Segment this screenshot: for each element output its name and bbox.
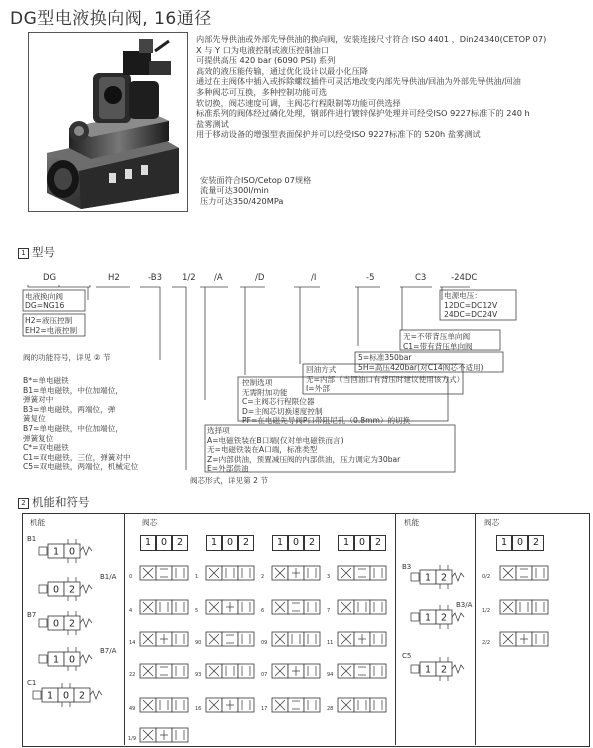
section-number-box: 2 xyxy=(18,498,29,509)
svg-text:0: 0 xyxy=(68,546,76,558)
spool-symbol xyxy=(272,664,320,678)
spool-code: 16 xyxy=(195,706,202,712)
spool-code: 49 xyxy=(129,706,136,712)
spool-code: 94 xyxy=(327,672,334,678)
svg-text:0: 0 xyxy=(52,584,60,596)
desc-line: X 与 Y 口为电液控制或液压控制油口 xyxy=(196,44,330,55)
spool-symbol xyxy=(272,566,320,580)
spool-symbol xyxy=(338,632,386,646)
code-part: DG xyxy=(43,273,57,283)
function-label: B3 xyxy=(402,563,412,571)
spool-code: 2/2 xyxy=(482,640,491,646)
svg-text:0: 0 xyxy=(68,654,76,666)
position-cell: 0 xyxy=(512,535,528,551)
spool-code: 1 xyxy=(195,574,199,580)
position-cell: 0 xyxy=(222,535,238,551)
position-cell: 2 xyxy=(528,535,544,551)
position-cell: 1 xyxy=(140,535,156,551)
svg-text:2: 2 xyxy=(68,584,76,596)
spool-symbol xyxy=(206,600,254,614)
spool-code: 4 xyxy=(129,608,133,614)
voltage-option: 24DC=DC24V xyxy=(444,310,498,320)
control-option: C=主阀芯行程限位器 xyxy=(242,397,315,407)
position-cell: 1 xyxy=(338,535,354,551)
spool-code: 14 xyxy=(129,640,136,646)
position-cell: 1 xyxy=(496,535,512,551)
spool-code: 5 xyxy=(195,608,199,614)
header-function: 机能 xyxy=(30,518,46,527)
code-part: C3 xyxy=(415,273,427,283)
spool-symbol xyxy=(500,600,548,614)
function-label: B1 xyxy=(27,535,37,543)
position-cell: 2 xyxy=(238,535,254,551)
spool-code: 11 xyxy=(327,640,334,646)
return-option: I=外部 xyxy=(306,384,330,394)
spool-symbol xyxy=(206,664,254,678)
function-label: C1 xyxy=(27,679,37,687)
code-part: -5 xyxy=(366,273,375,283)
select-option: 无=电磁铁装在A口端，标准类型 xyxy=(207,445,318,455)
function-symbol xyxy=(39,647,92,671)
code-part: H2 xyxy=(108,273,120,283)
code-part: -B3 xyxy=(148,273,163,283)
select-option: A=电磁铁装在B口端(仅对单电磁铁而言) xyxy=(207,435,344,445)
function-label: C5 xyxy=(402,652,412,660)
function-label: B7 xyxy=(27,611,37,619)
b-option: B*=单电磁铁 xyxy=(23,376,69,385)
code-part: /I xyxy=(311,273,317,283)
section-number-box: 1 xyxy=(18,248,29,259)
spool-code: 7 xyxy=(327,608,331,614)
spool-code: 22 xyxy=(129,672,136,678)
spool-code: 0/2 xyxy=(482,574,491,580)
position-cell: 1 xyxy=(206,535,222,551)
spool-symbol xyxy=(338,600,386,614)
spool-symbol xyxy=(140,566,188,580)
label-valve-name: 电液换向阀 xyxy=(25,292,63,301)
function-symbol xyxy=(33,683,102,707)
svg-text:1: 1 xyxy=(52,546,60,558)
section-title: 机能和符号 xyxy=(32,495,90,509)
pressure-option: 5H=高压420bar(对C14阀芯不适用) xyxy=(358,362,484,372)
function-symbol xyxy=(411,657,464,681)
function-symbol xyxy=(39,539,92,563)
desc-line: 软切换，阀芯速度可调，主阀芯行程限制等功能可供选择 xyxy=(196,97,401,108)
select-option: Z=内部供油，预置减压阀的内部供油，压力调定为30bar xyxy=(207,454,401,464)
spool-code: 1/9 xyxy=(128,736,137,742)
spool-symbol xyxy=(140,632,188,646)
desc-line: 标准系列的阀体经过磷化处理，钢部件进行镀锌保护处理并可经受ISO 9227标准下的 240 h xyxy=(196,108,530,119)
position-cell: 2 xyxy=(370,535,386,551)
voltage-option: 12DC=DC12V xyxy=(444,300,498,310)
select-option: E=外部供油 xyxy=(207,464,249,474)
spool-symbol xyxy=(338,566,386,580)
svg-text:0: 0 xyxy=(52,618,60,630)
position-cell: 0 xyxy=(354,535,370,551)
spec-line: 压力可达350/420MPa xyxy=(200,195,284,206)
function-symbol xyxy=(39,611,92,635)
spool-code: 28 xyxy=(327,706,334,712)
spool-symbol xyxy=(338,698,386,712)
control-option: D=主阀芯切换速度控制 xyxy=(242,406,323,416)
svg-text:2: 2 xyxy=(440,664,448,676)
spool-code: 0 xyxy=(129,574,133,580)
pressure-option: 5=标准350bar xyxy=(358,353,412,362)
voltage-option: 电源电压： xyxy=(444,291,482,300)
section-title: 型号 xyxy=(32,245,55,259)
b-option: C5=双电磁铁，两端位，机械定位 xyxy=(23,462,139,472)
label-spool-ref: 阀芯形式，详见第 2 节 xyxy=(190,476,269,485)
position-cell: 0 xyxy=(156,535,172,551)
spool-symbol xyxy=(140,698,188,712)
spool-symbol xyxy=(140,728,188,742)
position-cell: 2 xyxy=(172,535,188,551)
backpressure-option: C1=带有背压单向阀 xyxy=(403,341,473,351)
code-part: -24DC xyxy=(451,273,478,283)
label-eh2: EH2=电液控制 xyxy=(25,326,78,335)
svg-text:1: 1 xyxy=(52,654,60,666)
spool-code: 6 xyxy=(261,608,265,614)
code-part: 1/2 xyxy=(182,273,196,283)
b-option: C1=双电磁铁，三位，弹簧对中 xyxy=(23,452,131,462)
spool-code: 3 xyxy=(327,574,331,580)
spool-symbol xyxy=(272,600,320,614)
position-cell: 1 xyxy=(272,535,288,551)
b-option: 簧复位 xyxy=(23,414,46,424)
desc-line: 通过在主阀体中插入或拆除螺纹插件可灵活地改变内部先导供油/回油为外部先导供油/回油 xyxy=(196,76,521,87)
code-part: /D xyxy=(255,273,265,283)
control-option: PF=在电磁先导阀P口带阻尼孔（0.8mm）的切换 xyxy=(242,416,411,425)
spool-code: 07 xyxy=(261,672,268,678)
spool-symbol xyxy=(500,632,548,646)
svg-text:1: 1 xyxy=(424,612,432,624)
spool-code: 2 xyxy=(261,574,265,580)
spool-symbol xyxy=(338,664,386,678)
label-function-ref: 阀的功能符号，详见 ② 节 xyxy=(23,353,111,362)
svg-text:2: 2 xyxy=(440,612,448,624)
desc-line: 多种阀芯可互换，多种控制功能可选 xyxy=(196,86,328,97)
svg-text:2: 2 xyxy=(78,690,86,702)
spool-symbol xyxy=(206,566,254,580)
spec-line: 安装面符合ISO/Cetop 07规格 xyxy=(200,175,312,185)
spec-line: 流量可达300l/min xyxy=(200,185,269,196)
b-option: 弹簧对中 xyxy=(23,395,54,405)
spool-symbol xyxy=(140,600,188,614)
function-label: B3/A xyxy=(456,601,473,609)
page-title: DG型电液换向阀, 16通径 xyxy=(10,9,212,29)
svg-text:1: 1 xyxy=(424,572,432,584)
desc-line: 高效的液压能传输，通过优化设计以最小化压降 xyxy=(196,65,368,76)
svg-text:0: 0 xyxy=(62,690,70,702)
return-option: 回油方式 xyxy=(306,365,337,374)
svg-text:1: 1 xyxy=(46,690,54,702)
position-cell: 2 xyxy=(304,535,320,551)
spool-code: 17 xyxy=(261,706,268,712)
header-spool: 阀芯 xyxy=(142,518,158,527)
control-option: 无需附加功能 xyxy=(242,387,288,397)
spool-code: 93 xyxy=(195,672,202,678)
control-option: 控制选项 xyxy=(242,378,273,387)
backpressure-option: 无=不带背压单向阀 xyxy=(403,332,471,341)
spool-code: 1/2 xyxy=(482,608,491,614)
spool-code: 90 xyxy=(195,640,202,646)
function-symbol xyxy=(411,565,464,589)
return-option: 无=内部（当回油口有背压时建议使用该方式） xyxy=(306,374,465,384)
spool-symbol xyxy=(272,632,320,646)
b-option: B7=单电磁铁，中位加端位， xyxy=(23,423,123,433)
spool-symbol xyxy=(206,632,254,646)
spool-symbol xyxy=(500,566,548,580)
b-option: 弹簧复位 xyxy=(23,433,54,443)
spool-symbol xyxy=(140,664,188,678)
function-label: B1/A xyxy=(100,573,117,581)
desc-line: 盐雾测试 xyxy=(196,118,229,129)
function-symbol xyxy=(39,577,92,601)
svg-text:2: 2 xyxy=(68,618,76,630)
spool-code: 09 xyxy=(261,640,268,646)
b-option: B1=单电磁铁，中位加端位， xyxy=(23,385,123,395)
desc-line: 可提供高压 420 bar (6090 PSI) 系列 xyxy=(196,55,336,66)
spool-symbol xyxy=(206,698,254,712)
label-h2: H2=液压控制 xyxy=(25,316,73,325)
select-option: 选择项 xyxy=(207,426,230,435)
svg-text:2: 2 xyxy=(440,572,448,584)
b-option: C*=双电磁铁 xyxy=(23,443,69,453)
spool-symbol xyxy=(272,698,320,712)
desc-line: 用于移动设备的增强型表面保护并可以经受ISO 9227标准下的 520h 盐雾测试 xyxy=(196,129,481,140)
desc-line: 内部先导供油或外部先导供油的换向阀，安装连接尺寸符合 ISO 4401 ，Din24340(CETOP 07) xyxy=(196,34,547,44)
label-dg: DG=NG16 xyxy=(25,301,65,310)
function-label: B7/A xyxy=(100,647,117,655)
b-option: B3=单电磁铁，两端位，弹 xyxy=(23,404,116,414)
svg-text:1: 1 xyxy=(424,664,432,676)
code-part: /A xyxy=(214,273,223,283)
position-cell: 0 xyxy=(288,535,304,551)
function-symbol xyxy=(411,605,464,629)
header-function-2: 机能 xyxy=(404,518,420,527)
header-spool-2: 阀芯 xyxy=(484,518,500,527)
